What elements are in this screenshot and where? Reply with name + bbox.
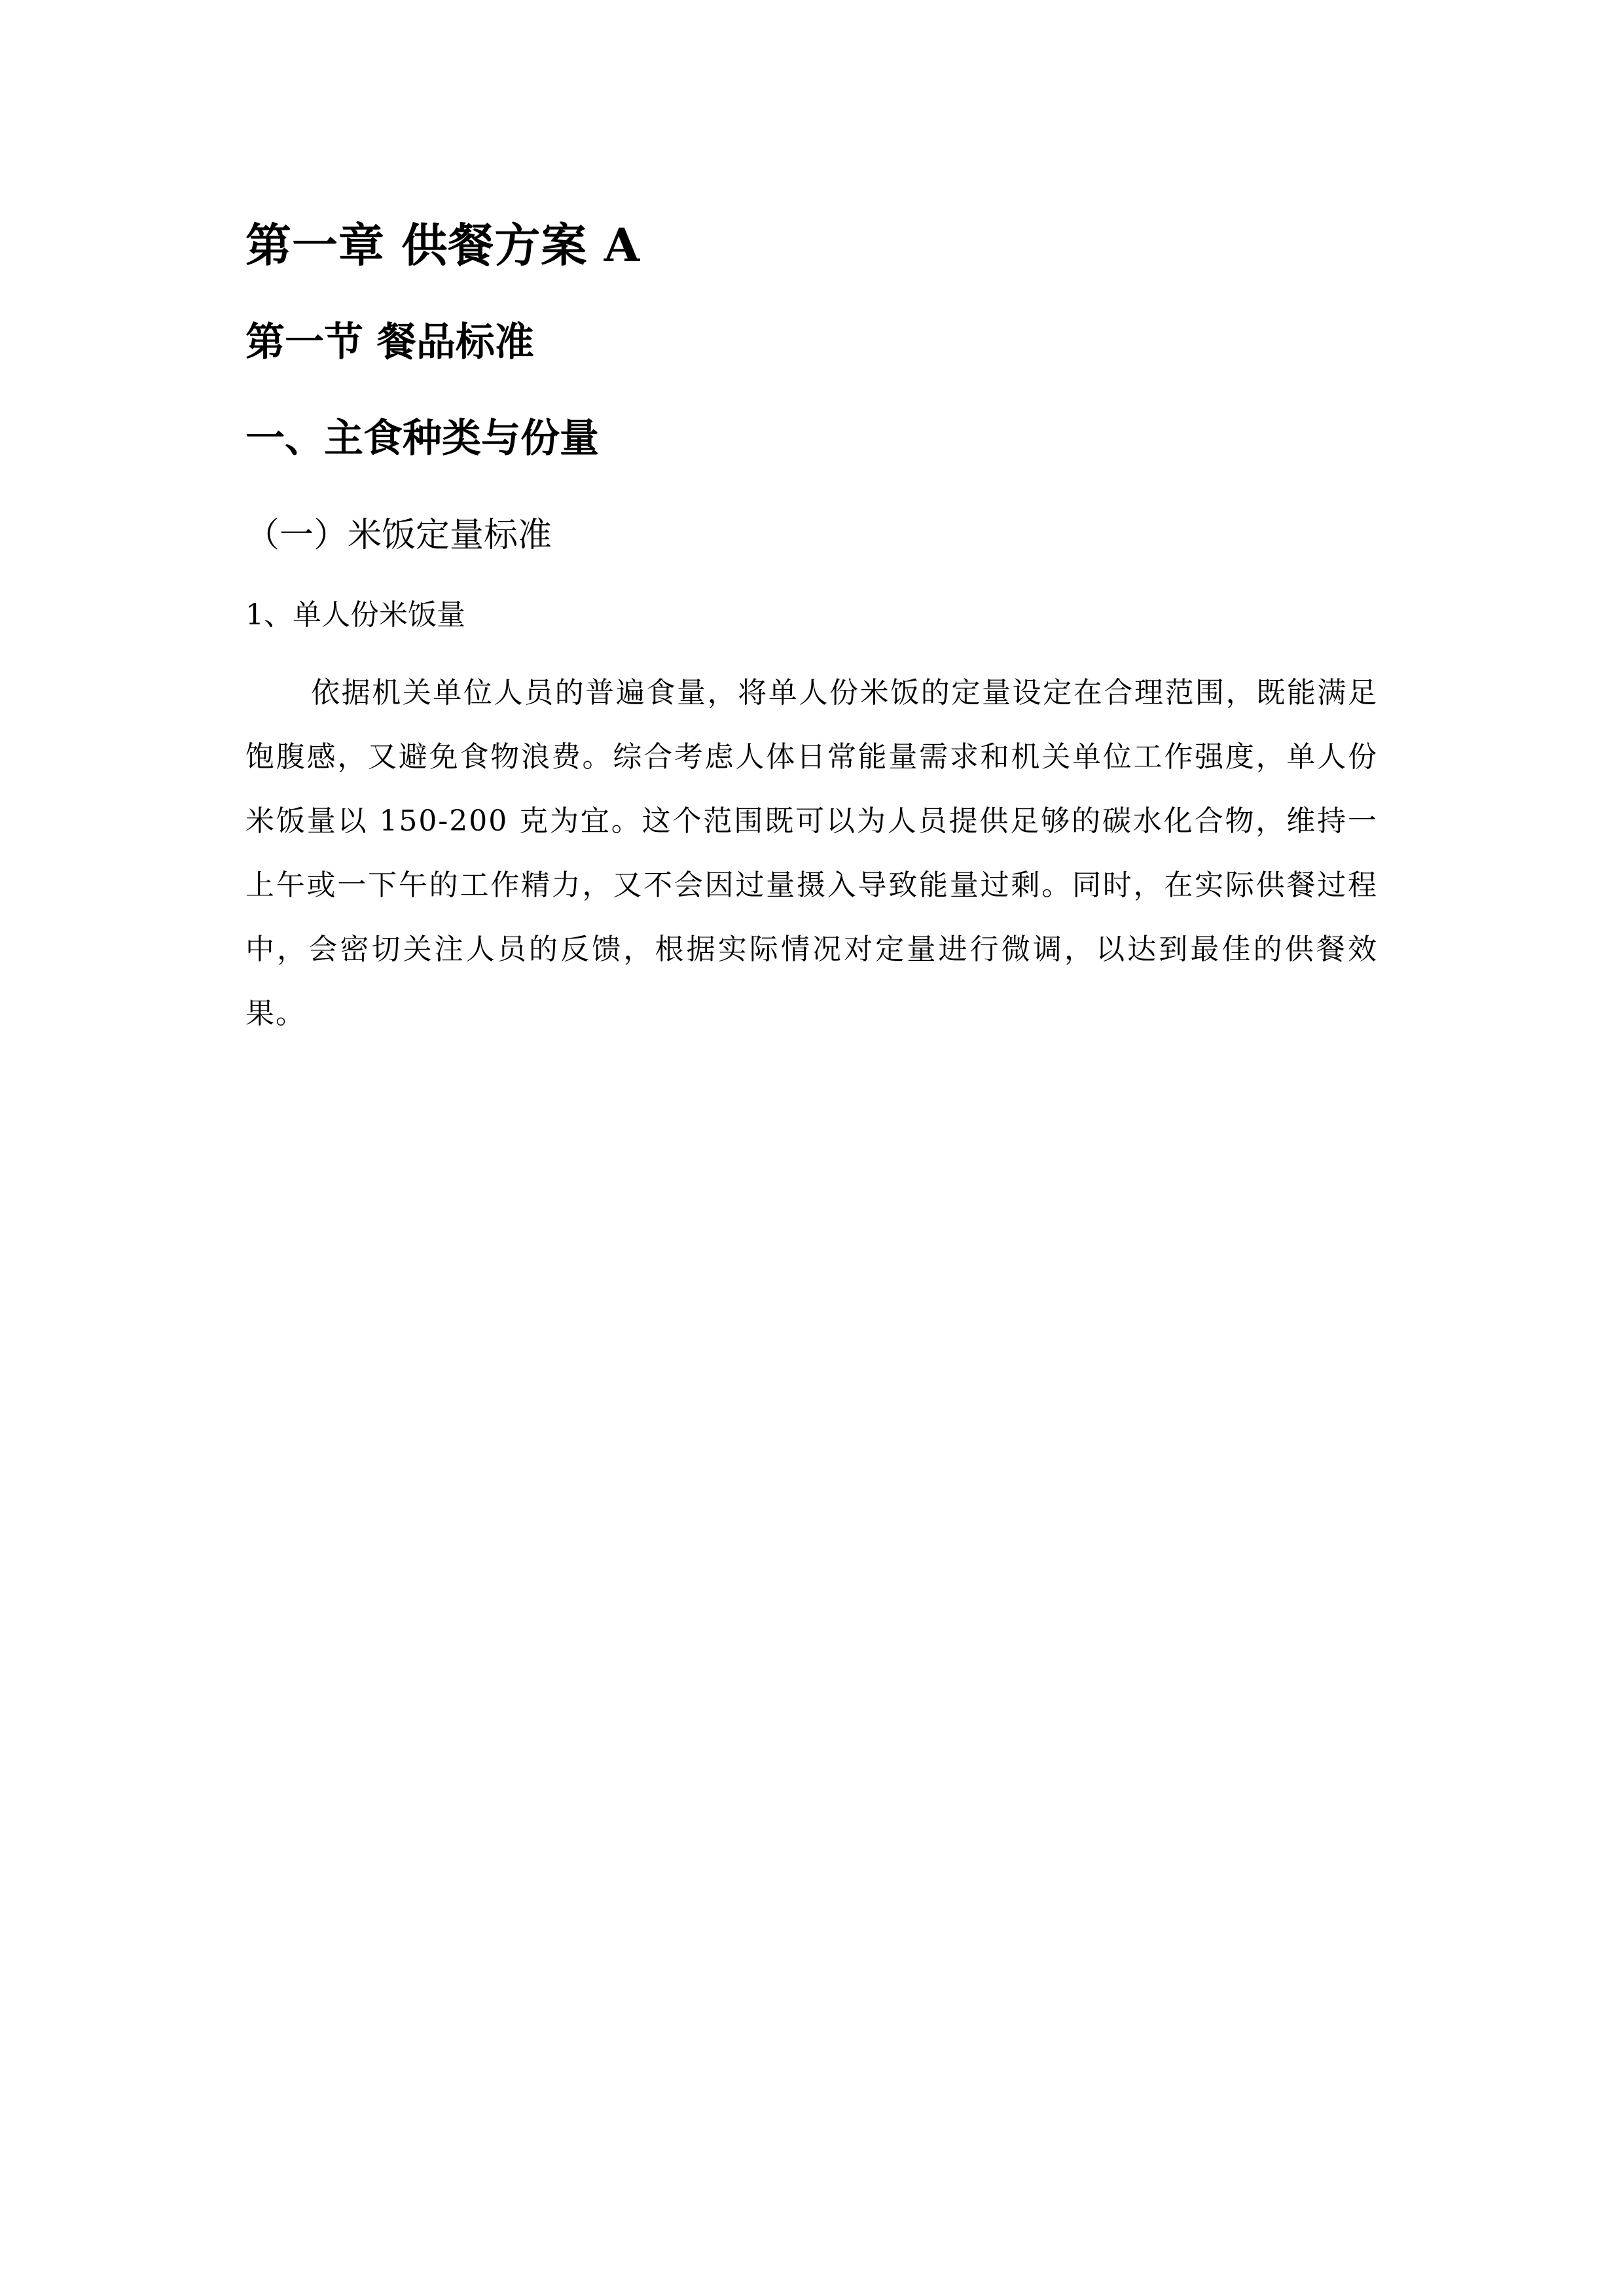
subsubsection-title: （一）米饭定量标准 <box>245 516 552 555</box>
body-paragraph: 依据机关单位人员的普遍食量，将单人份米饭的定量设定在合理范围，既能满足饱腹感，又避免食物浪费。综合考虑人体日常能量需求和机关单位工作强度，单人份米饭量以 150-200 克为宜。这个范围既可以为人员提供足够的碳水化合物，维持一上午或一下午的工作精力，又不会因过量摄入导致能量过剩。同时，在实际供餐过程中，会密切关注人员的反馈，根据实际情况对定量进行微调，以达到最佳的供餐效果。 <box>245 676 1378 1030</box>
section-title: 第一节 餐品标准 <box>245 319 534 365</box>
subsection-title: 一、主食种类与份量 <box>245 416 599 461</box>
item-title: 1、单人份米饭量 <box>245 598 465 632</box>
chapter-title: 第一章 供餐方案 A <box>245 218 641 272</box>
